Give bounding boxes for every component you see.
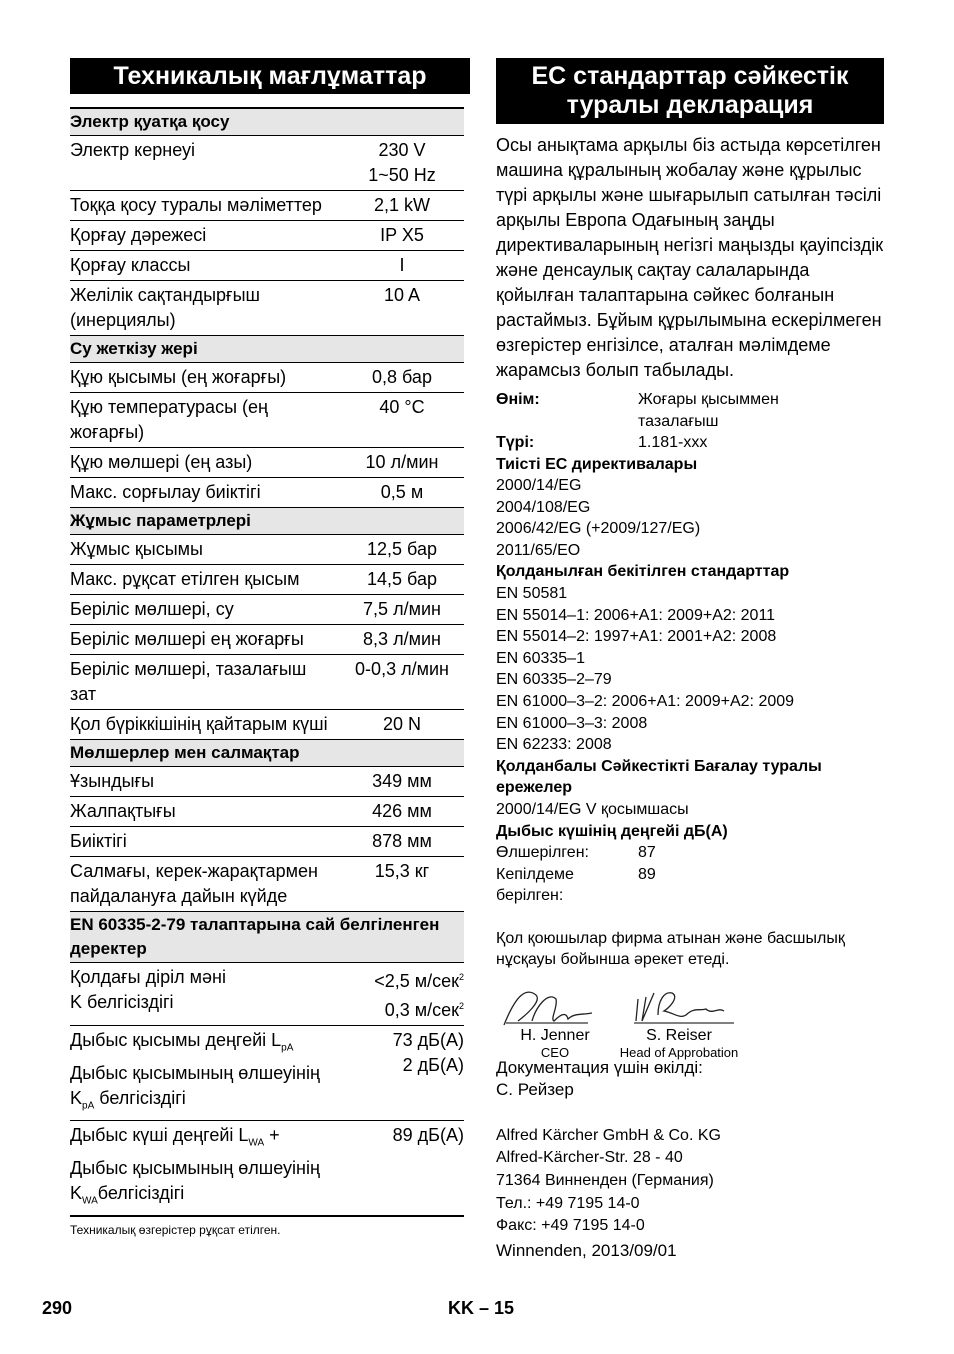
table-row: Макс. рұқсат етілген қысым 14,5 бар [70, 565, 464, 595]
table-row: Тоққа қосу туралы мәліметтер 2,1 kW [70, 191, 464, 221]
table-row: Құю температурасы (ең жоғарғы) 40 °C [70, 393, 464, 448]
section-heading-operating: Жұмыс параметрлері [70, 508, 464, 535]
section-heading-water: Су жеткізу жері [70, 336, 464, 363]
ec-declaration-column [496, 58, 884, 1261]
signature-jenner: H. Jenner CEO [496, 985, 614, 1047]
table-row: Беріліс мөлшері ең жоғарғы 8,3 л/мин [70, 625, 464, 655]
ec-declaration-title: ЕС стандарттар сәйкестік туралы декларация [496, 58, 884, 124]
table-row: Желілік сақтандырғыш (инерциялы) 10 A [70, 281, 464, 336]
table-row: Электр кернеуі 230 V 1~50 Hz [70, 136, 464, 191]
technical-data-title: Техникалық мағлұматтар [70, 58, 470, 94]
documentation-representative: Документация үшін өкілді: С. Рейзер [496, 1057, 703, 1100]
table-row-sound-pressure: Дыбыс қысымы деңгейі $L_{pA}$ Дыбыс қысымының өлшеуінің $K_{pA}$ белгісіздігі 73 дБ(А) 2 дБ(А) [70, 1026, 464, 1121]
table-row: Беріліс мөлшері, су 7,5 л/мин [70, 595, 464, 625]
page-number: 290 [42, 1298, 73, 1318]
place-date: Winnenden, 2013/09/01 [496, 1240, 677, 1260]
table-row: Жұмыс қысымы 12,5 бар [70, 535, 464, 565]
table-row-sound-power: Дыбыс күші деңгейі $L_{WA}$ + Дыбыс қысымының өлшеуінің $K_{WA}белгісіздігі$ 89 дБ(А) [70, 1121, 464, 1217]
table-row: Ұзындығы 349 мм [70, 767, 464, 797]
table-row: Жалпақтығы 426 мм [70, 797, 464, 827]
signature-reiser: S. Reiser Head of Approbation [614, 985, 744, 1047]
table-row: Беріліс мөлшері, тазалағыш зат 0-0,3 л/мин [70, 655, 464, 710]
table-row: Құю қысымы (ең жоғарғы) 0,8 бар [70, 363, 464, 393]
section-heading-en60335: EN 60335-2-79 талаптарына сай белгіленген деректер [70, 912, 464, 963]
technical-changes-note: Техникалық өзгерістер рұқсат етілген. [70, 1223, 281, 1238]
table-row: Биіктігі 878 мм [70, 827, 464, 857]
section-code: KK – 15 [448, 1298, 515, 1318]
table-row: Қорғау классы I [70, 251, 464, 281]
signature-jenner-icon [496, 985, 606, 1029]
technical-data-column [70, 58, 464, 1237]
declaration-intro: Осы анықтама арқылы біз астыда көрсетілген машина құралының жобалау және құрылыс түрі арқылы және шығарылып сатылған тәсілі арқылы Европа Одағының заңды директиваларының негізгі маңызды қауіпсіздік және денсаулық сақтау салаларында қойылған талаптарына сәйкес болғанын растаймыз. Бұйым құрылымына ескерілмеген өзгерістер енгізілсе, аталған мәлімдеме жарамсыз болып табылады. [496, 135, 884, 380]
table-row: Құю мөлшері (ең азы) 10 л/мин [70, 448, 464, 478]
directives-block: Тиісті ЕС директивалары 2000/14/EG 2004/108/EG 2006/42/EG (+2009/127/EG) 2011/65/EO Қолданылған бекітілген стандарттар EN 50581 EN 55014–1: 2006+A1: 2009+A2: 2011 EN 55014–2: 1997+A1: 2001+A2: 2008 EN 60335–1 EN 60335–2–79 EN 61000–3–2: 2006+A1: 2009+A2: 2009 EN 61000–3–3: 2008 EN 62233: 2008 Қолданбалы Сәйкестікті Бағалау туралы ережелер 2000/14/EG V қосымшасы Дыбыс күшінің деңгейі дБ(А) Өлшерілген: 87 Кепілдеме берілген: 89 [496, 455, 822, 905]
spec-table [70, 107, 464, 1217]
section-heading-dimensions: Мөлшерлер мен салмақтар [70, 740, 464, 767]
table-row: Қорғау дәрежесі IP X5 [70, 221, 464, 251]
table-row-vibration: Қолдағы діріл мәні K белгісіздігі <2,5 м/сек$^2$ 0,3 м/сек$^2$ [70, 963, 464, 1026]
product-info: Өнім: Жоғары қысыммен тазалағыш Түрі: 1.181-xxx [496, 391, 779, 451]
section-heading-power: Электр қуатқа қосу [70, 109, 464, 136]
table-row: Салмағы, керек-жарақтармен пайдалануға дайын күйде 15,3 кг [70, 857, 464, 912]
signature-reiser-icon [614, 985, 744, 1029]
company-address: Alfred Kärcher GmbH & Co. KG Alfred-Kärcher-Str. 28 - 40 71364 Винненден (Германия) Тел.: +49 7195 14-0 Факс: +49 7195 14-0 [496, 1126, 721, 1235]
signatures [496, 985, 884, 1060]
table-row: Қол бүріккішінің қайтарым күші 20 N [70, 710, 464, 740]
authority-statement: Қол қоюшылар фирма атынан және басшылық нұсқауы бойынша әрекет етеді. [496, 929, 845, 969]
table-row: Макс. сорғылау биіктігі 0,5 м [70, 478, 464, 508]
